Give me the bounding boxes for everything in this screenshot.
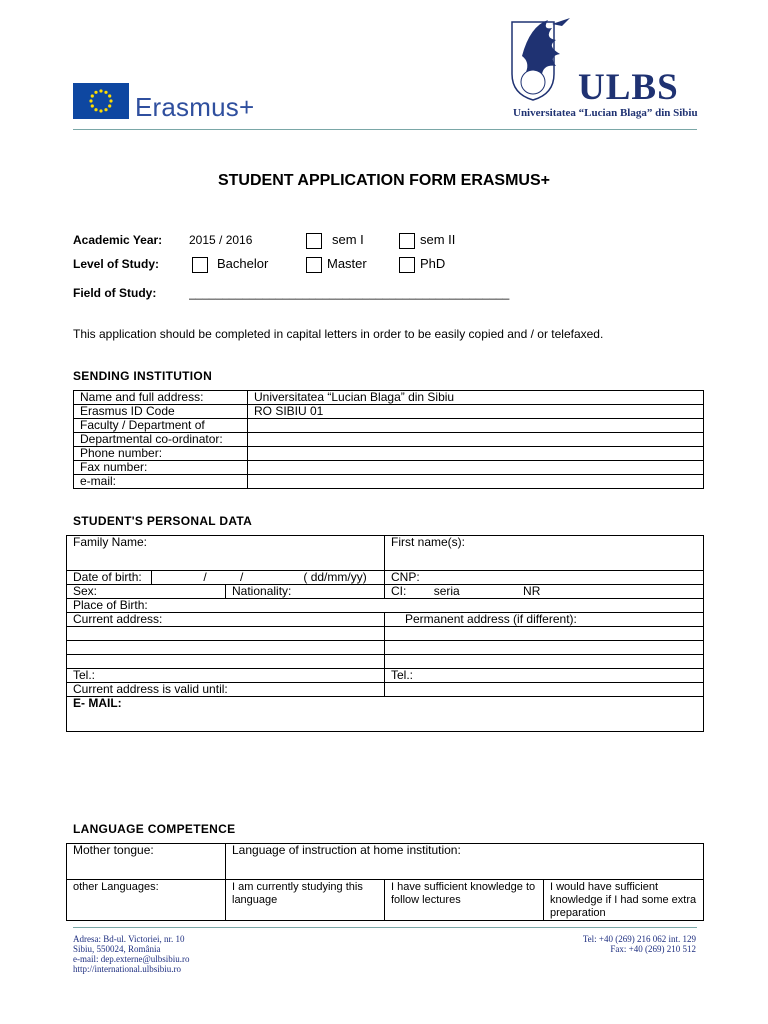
permanent-address-cell[interactable] — [385, 613, 704, 627]
row-label: Departmental co-ordinator: — [74, 433, 248, 447]
footer-city-line: Sibiu, 550024, România — [73, 944, 161, 954]
sem1-label: sem I — [332, 232, 364, 247]
sending-institution-heading: SENDING INSTITUTION — [73, 369, 213, 383]
ulbs-logo-text: ULBS — [578, 67, 679, 108]
sem2-label: sem II — [420, 232, 456, 247]
nr-label: NR — [523, 584, 541, 598]
table-row — [67, 641, 704, 655]
eu-flag-logo — [73, 83, 129, 119]
family-name-cell[interactable] — [67, 536, 385, 571]
table-row — [74, 447, 704, 461]
row-label: Fax number: — [74, 461, 248, 475]
studying-label: I am currently studying this language — [232, 881, 363, 906]
table-row — [67, 844, 704, 880]
ulbs-crest-logo — [508, 16, 576, 102]
valid-until-blank[interactable] — [385, 683, 704, 697]
mother-tongue-label: Mother tongue: — [73, 843, 154, 857]
table-row — [67, 536, 704, 571]
seria-label: seria — [433, 584, 460, 598]
table-row — [67, 655, 704, 669]
language-competence-heading: LANGUAGE COMPETENCE — [73, 822, 236, 836]
permanent-address-line[interactable] — [385, 641, 704, 655]
extra-preparation-cell[interactable] — [544, 880, 704, 921]
other-languages-label: other Languages: — [73, 881, 159, 893]
email-cell[interactable] — [67, 697, 704, 732]
language-table — [66, 843, 704, 921]
sufficient-label: I have sufficient knowledge to follow lectures — [391, 881, 536, 906]
tel-permanent-cell[interactable] — [385, 669, 704, 683]
sem1-checkbox[interactable] — [306, 233, 322, 249]
table-row — [67, 880, 704, 921]
footer-contact — [583, 934, 696, 954]
tel-current-cell[interactable] — [67, 669, 385, 683]
current-address-cell[interactable] — [67, 613, 385, 627]
permanent-address-line[interactable] — [385, 627, 704, 641]
footer-address — [73, 934, 190, 974]
instruction-language-cell[interactable] — [226, 844, 704, 880]
ci-label: CI: — [391, 584, 407, 598]
phd-label: PhD — [420, 256, 446, 271]
email-label: E- MAIL: — [73, 696, 122, 710]
field-of-study-label: Field of Study: — [73, 286, 157, 300]
row-label: e-mail: — [74, 475, 248, 489]
cnp-cell[interactable] — [385, 571, 704, 585]
table-row — [67, 627, 704, 641]
nationality-label: Nationality: — [232, 584, 292, 598]
instruction-language-label: Language of instruction at home institution: — [232, 843, 461, 857]
ulbs-subtitle: Universitatea “Lucian Blaga” din Sibiu — [513, 107, 698, 119]
sex-cell[interactable] — [67, 585, 226, 599]
row-value[interactable] — [248, 475, 704, 489]
place-of-birth-cell[interactable] — [67, 599, 704, 613]
other-languages-cell[interactable] — [67, 880, 226, 921]
master-label: Master — [327, 256, 367, 271]
row-label: Faculty / Department of — [74, 419, 248, 433]
current-address-label: Current address: — [73, 612, 163, 626]
table-row — [67, 599, 704, 613]
row-value[interactable]: RO SIBIU 01 — [248, 405, 704, 419]
valid-until-label: Current address is valid until: — [73, 682, 228, 696]
table-row — [67, 669, 704, 683]
sending-institution-table — [73, 390, 704, 489]
first-names-label: First name(s): — [391, 535, 466, 549]
row-value[interactable] — [248, 433, 704, 447]
sem2-checkbox[interactable] — [399, 233, 415, 249]
table-row — [74, 475, 704, 489]
permanent-address-label: Permanent address (if different): — [405, 612, 577, 626]
bachelor-checkbox[interactable] — [192, 257, 208, 273]
row-label: Phone number: — [74, 447, 248, 461]
nationality-cell[interactable] — [226, 585, 385, 599]
table-row — [74, 391, 704, 405]
row-label: Name and full address: — [74, 391, 248, 405]
footer-address-line: Adresa: Bd-ul. Victoriei, nr. 10 — [73, 934, 185, 944]
mother-tongue-cell[interactable] — [67, 844, 226, 880]
row-value[interactable] — [248, 419, 704, 433]
footer-web-link[interactable]: http://international.ulbsibiu.ro — [73, 964, 181, 974]
master-checkbox[interactable] — [306, 257, 322, 273]
first-names-cell[interactable] — [385, 536, 704, 571]
footer-fax-line: Fax: +40 (269) 210 512 — [610, 944, 696, 954]
academic-year-label: Academic Year: — [73, 233, 163, 247]
table-row — [74, 433, 704, 447]
valid-until-cell[interactable] — [67, 683, 385, 697]
studying-cell[interactable] — [226, 880, 385, 921]
academic-year-value: 2015 / 2016 — [189, 233, 253, 247]
erasmus-plus-logo-text: Erasmus+ — [135, 92, 255, 122]
table-row — [67, 571, 704, 585]
instruction-text: This application should be completed in capital letters in order to be easily copied and / or telefaxed. — [73, 327, 604, 341]
table-row — [74, 405, 704, 419]
sex-label: Sex: — [73, 584, 98, 598]
header-divider — [73, 129, 697, 130]
permanent-address-line[interactable] — [385, 655, 704, 669]
phd-checkbox[interactable] — [399, 257, 415, 273]
ci-cell[interactable] — [385, 585, 704, 599]
cnp-label: CNP: — [391, 570, 420, 584]
table-row — [67, 683, 704, 697]
personal-data-table — [66, 535, 704, 732]
sufficient-cell[interactable] — [385, 880, 544, 921]
table-row — [67, 697, 704, 732]
table-row — [67, 613, 704, 627]
footer-email-line[interactable]: e-mail: dep.externe@ulbsibiu.ro — [73, 954, 190, 964]
table-row — [74, 419, 704, 433]
current-address-line[interactable] — [67, 655, 385, 669]
tel-permanent-label: Tel.: — [391, 668, 414, 682]
current-address-line[interactable] — [67, 641, 385, 655]
current-address-line[interactable] — [67, 627, 385, 641]
row-value[interactable] — [248, 461, 704, 475]
extra-preparation-label: I would have sufficient knowledge if I had some extra preparation — [550, 881, 697, 919]
dob-label: Date of birth: — [67, 571, 152, 584]
footer-divider — [73, 927, 697, 928]
family-name-label: Family Name: — [73, 535, 148, 549]
footer-tel-line: Tel: +40 (269) 216 062 int. 129 — [582, 934, 696, 944]
form-title: STUDENT APPLICATION FORM ERASMUS+ — [217, 172, 550, 189]
row-value[interactable] — [248, 447, 704, 461]
table-row — [74, 461, 704, 475]
dob-cell[interactable] — [67, 571, 385, 585]
place-of-birth-label: Place of Birth: — [73, 598, 148, 612]
row-value[interactable]: Universitatea “Lucian Blaga” din Sibiu — [248, 391, 704, 405]
row-label: Erasmus ID Code — [74, 405, 248, 419]
bachelor-label: Bachelor — [217, 256, 269, 271]
personal-data-heading: STUDENT'S PERSONAL DATA — [73, 514, 253, 528]
table-row — [67, 585, 704, 599]
field-of-study-line[interactable]: ________________________________________________ — [189, 286, 510, 300]
dob-format: / / ( dd/mm/yy) — [203, 570, 367, 584]
tel-current-label: Tel.: — [73, 668, 96, 682]
level-of-study-label: Level of Study: — [73, 257, 160, 271]
